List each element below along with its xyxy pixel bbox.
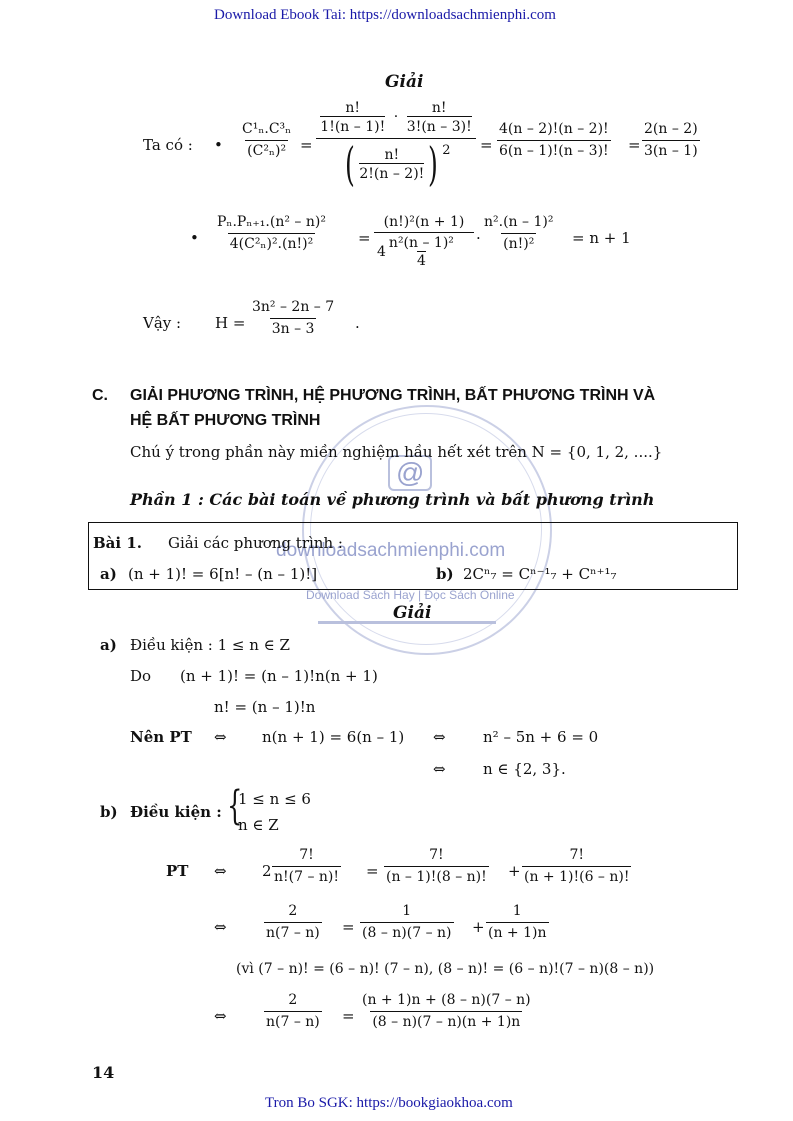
eq2-b-num: n².(n – 1)² — [484, 214, 554, 230]
eq1-f3-den: 2!(n – 2)! — [359, 163, 424, 182]
s2-den1: n(7 – n) — [264, 922, 322, 942]
s1-den3: (n + 1)!(6 – n)! — [522, 866, 631, 886]
s2-num1: 2 — [288, 903, 298, 919]
sol-a-line4: n ∈ {2, 3}. — [483, 760, 566, 778]
sol-b-condition: Điều kiện : — [130, 803, 222, 821]
sol-a-do: Do — [130, 667, 152, 685]
sol-a-label: a) — [100, 636, 117, 654]
eq1-r2-num: 2(n – 2) — [644, 121, 698, 137]
s1-den1: n!(7 – n)! — [272, 866, 341, 886]
sol-b-s1-f2 — [384, 847, 489, 886]
eq1-lhs — [240, 121, 293, 160]
brace-icon: { — [227, 783, 243, 829]
iff-icon: ⇔ — [433, 728, 446, 746]
solution-title: Giải — [385, 72, 424, 92]
sol-a-line3a: n(n + 1) = 6(n – 1) — [262, 728, 405, 746]
vay-H: H = — [215, 314, 246, 332]
sol-b-s2-f3 — [486, 903, 549, 942]
sol-b-s3-f1 — [264, 992, 322, 1031]
eq1-result2 — [642, 121, 700, 160]
eq2-lhs-num: Pₙ.Pₙ₊₁.(n² – n)² — [217, 214, 326, 230]
section-c-title-1: GIẢI PHƯƠNG TRÌNH, HỆ PHƯƠNG TRÌNH, BẤT PHƯƠNG TRÌNH VÀ — [130, 387, 656, 404]
eq1-f1-den: 1!(n – 1)! — [320, 116, 385, 135]
eq1-f2-den: 3!(n – 3)! — [407, 116, 472, 135]
sol-b-s1-f1 — [272, 847, 341, 886]
vay-label: Vậy : — [143, 314, 182, 332]
eq2-a-in-num: n²(n – 1)² — [388, 235, 454, 251]
sol-b-s2-f1 — [264, 903, 322, 942]
footer-sgk-link[interactable]: Tron Bo SGK: https://bookgiaokhoa.com — [265, 1095, 513, 1111]
sol-b-s1-f3 — [522, 847, 631, 886]
vay-fraction — [250, 299, 336, 338]
s2-num2: 1 — [402, 903, 412, 919]
watermark-bar — [318, 621, 496, 624]
sol-b-cond2: n ∈ Z — [238, 816, 279, 834]
eq2-a-in-den: 4 — [416, 253, 426, 269]
s1-num3: 7! — [569, 847, 585, 863]
sol-a-condition: Điều kiện : 1 ≤ n ∈ Z — [130, 636, 290, 654]
sol-a-line3b: n² – 5n + 6 = 0 — [483, 728, 599, 746]
sol-b-pt: PT — [166, 862, 189, 880]
bullet-1: • — [214, 136, 223, 154]
eq1-lhs-num: C¹ₙ.C³ₙ — [242, 121, 292, 137]
s3-den1: n(7 – n) — [264, 1011, 322, 1031]
eq1-result1 — [497, 121, 611, 160]
iff-icon: ⇔ — [214, 1007, 227, 1025]
sol-b-because: (vì (7 – n)! = (6 – n)! (7 – n), (8 – n)! = (6 – n)!(7 – n)(8 – n)) — [236, 961, 655, 977]
eq1-f1-num: n! — [345, 100, 361, 116]
iff-icon: ⇔ — [214, 728, 227, 746]
s2-den3: (n + 1)n — [486, 922, 549, 942]
sol-a-line2: n! = (n – 1)!n — [214, 698, 316, 716]
sol-b-label: b) — [100, 803, 118, 821]
watermark-tagline: Download Sách Hay | Đọc Sách Online — [306, 588, 515, 602]
s3-num2: (n + 1)n + (8 – n)(7 – n) — [362, 992, 531, 1008]
bai1-title: Bài 1. — [93, 534, 142, 552]
header-download-link[interactable]: Download Ebook Tai: https://downloadsachmienphi.com — [214, 7, 556, 23]
s3-den2: (8 – n)(7 – n)(n + 1)n — [370, 1011, 522, 1031]
sol-a-line1: (n + 1)! = (n – 1)!n(n + 1) — [180, 667, 378, 685]
s1-num2: 7! — [429, 847, 444, 863]
eq1-big-fraction: $\frac{n!}{1!(n - 1)!}$ · $\frac{n!}{3!(n - 3)!}$ ( $\frac{n!}{2!(n - 2)!}$ ) 2 — [316, 100, 476, 187]
eq2-a-num: (n!)²(n + 1) — [383, 214, 465, 230]
equals: = — [300, 136, 313, 154]
s1-num1: 7! — [299, 847, 314, 863]
s2-num3: 1 — [512, 903, 522, 919]
section-c-letter: C. — [92, 387, 108, 404]
bai1-b-text: 2Cⁿ₇ = Cⁿ⁻¹₇ + Cⁿ⁺¹₇ — [463, 565, 617, 583]
eq1-f2-num: n! — [431, 100, 447, 116]
eq1-f3-num: n! — [384, 146, 400, 163]
s3-num1: 2 — [288, 992, 298, 1008]
s2-den2: (8 – n)(7 – n) — [360, 922, 454, 942]
iff-icon: ⇔ — [214, 918, 227, 936]
vay-num: 3n² – 2n – 7 — [252, 299, 335, 315]
page-number: 14 — [92, 1063, 115, 1082]
s1-den2: (n – 1)!(8 – n)! — [384, 866, 489, 886]
eq1-lhs-den: (C²ₙ)² — [245, 140, 288, 160]
bai1-a-text: (n + 1)! = 6[n! – (n – 1)!] — [128, 565, 318, 583]
eq2-a-fraction — [374, 214, 474, 269]
eq2-a-den-coef: 4 — [377, 244, 386, 260]
solution-title-2: Giải — [393, 603, 432, 623]
sol-b-coef: 2 — [262, 862, 272, 880]
phan-1-heading: Phần 1 : Các bài toán về phương trình và bất phương trình — [130, 490, 655, 509]
vay-den: 3n – 3 — [270, 318, 317, 338]
sol-b-cond1: 1 ≤ n ≤ 6 — [238, 790, 311, 808]
eq2-b-den: (n!)² — [501, 233, 536, 253]
eq2-lhs — [215, 214, 328, 253]
iff-icon: ⇔ — [214, 862, 227, 880]
eq2-lhs-den: 4(C²ₙ)².(n!)² — [228, 233, 315, 253]
sol-b-s2-f2 — [360, 903, 454, 942]
iff-icon: ⇔ — [433, 760, 446, 778]
watermark-at-icon: @ — [388, 455, 432, 491]
sol-b-s3-f2 — [360, 992, 533, 1031]
bai1-b-label: b) — [436, 565, 454, 583]
eq1-r2-den: 3(n – 1) — [642, 140, 700, 160]
eq1-r1-num: 4(n – 2)!(n – 2)! — [499, 121, 609, 137]
section-c-title-2: HỆ BẤT PHƯƠNG TRÌNH — [130, 412, 321, 429]
eq2-b-fraction — [482, 214, 555, 253]
sol-a-nen-pt: Nên PT — [130, 728, 192, 746]
watermark-site: downloadsachmienphi.com — [276, 540, 506, 561]
eq1-r1-den: 6(n – 1)!(n – 3)! — [497, 140, 611, 160]
bullet-2: • — [190, 229, 199, 247]
bai1-a-label: a) — [100, 565, 117, 583]
bai1-prompt: Giải các phương trình : — [168, 534, 343, 552]
section-c-note: Chú ý trong phần này miền nghiệm hầu hết xét trên N = {0, 1, 2, ....} — [130, 443, 663, 461]
ta-co-label: Ta có : — [143, 136, 193, 154]
eq2-result: = n + 1 — [572, 229, 631, 247]
